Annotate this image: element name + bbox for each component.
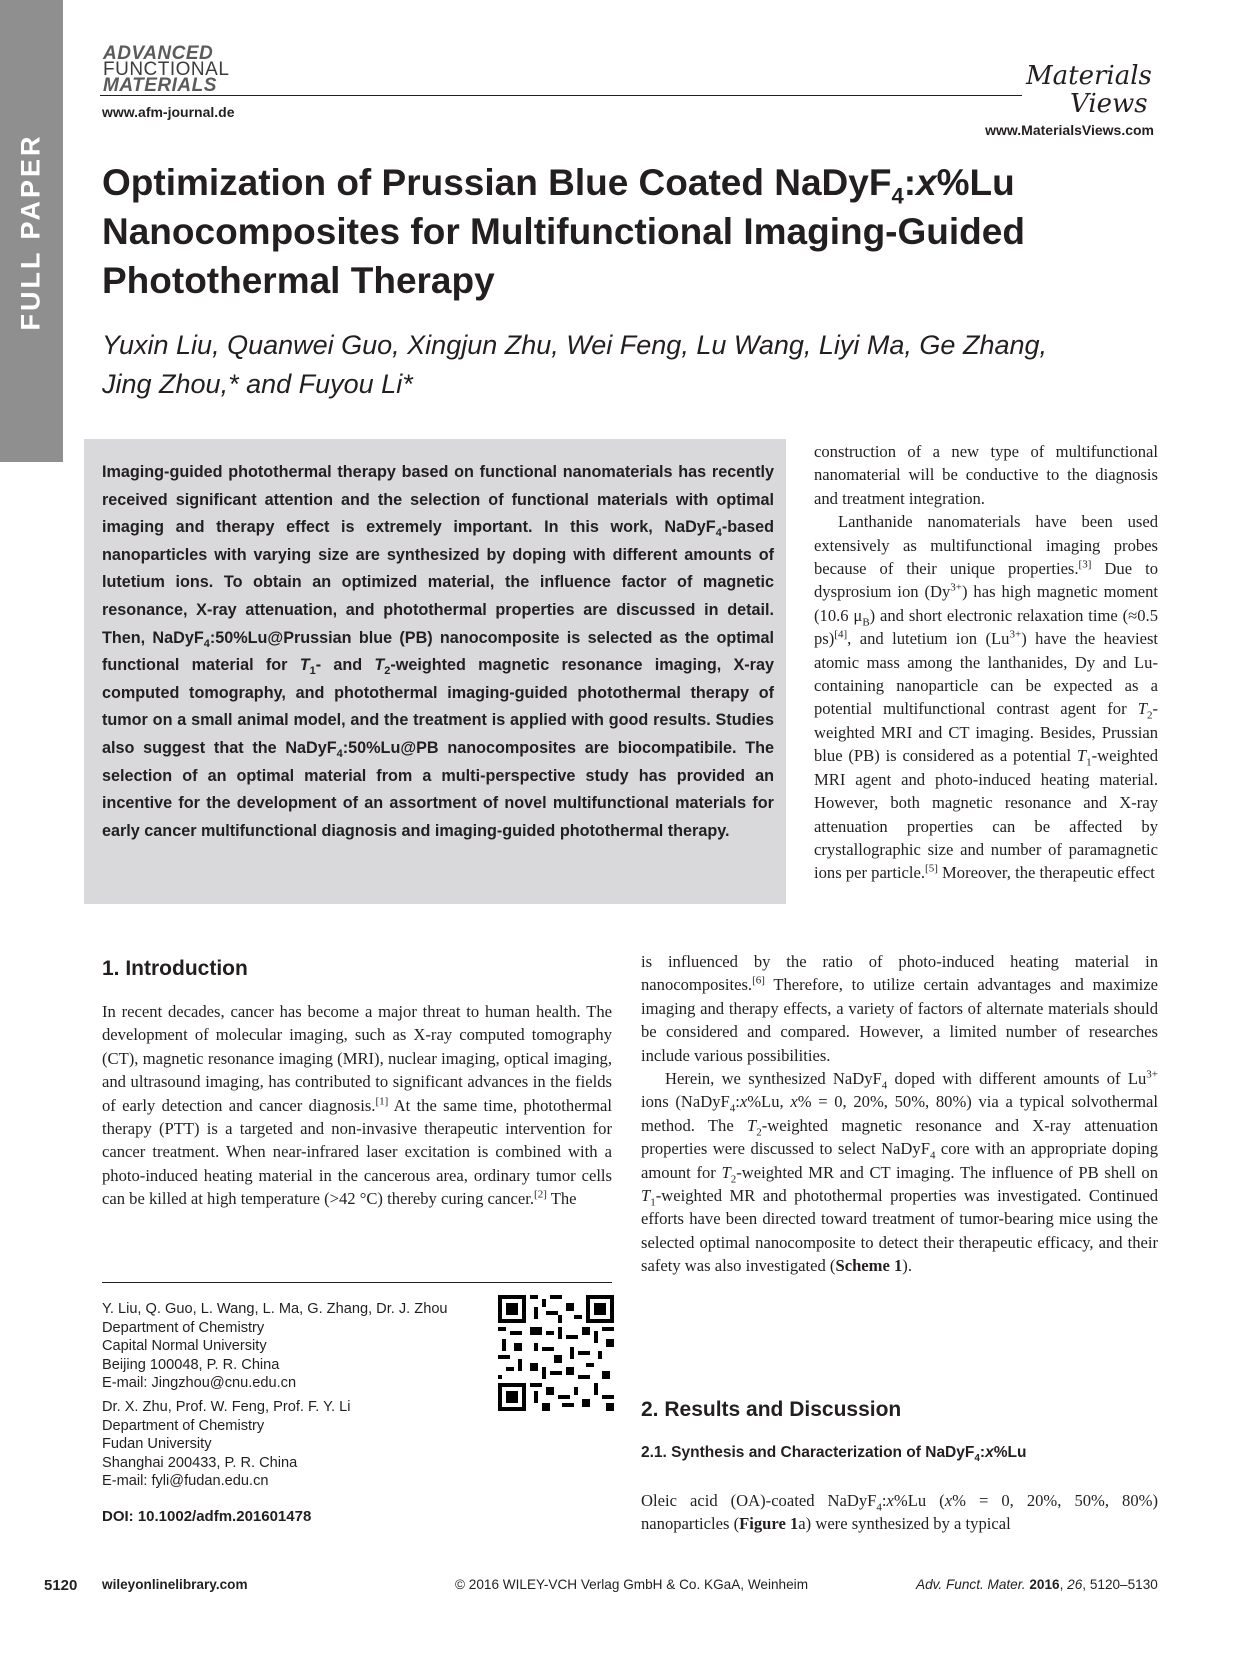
affiliation-rule (102, 1282, 612, 1283)
email-link[interactable]: E-mail: Jingzhou@cnu.edu.cn (102, 1375, 297, 1392)
section-tab-label: FULL PAPER (15, 133, 46, 331)
section-tab (0, 0, 63, 462)
citation-link[interactable]: [2] (534, 1188, 547, 1201)
email-link[interactable]: E-mail: fyli@fudan.edu.cn (102, 1473, 269, 1490)
publisher-logo (1022, 50, 1152, 118)
article-title: Optimization of Prussian Blue Coated NaDyF$_4$:x%Lu Nanocomposites for Multifunctional Imaging-Guided Photothermal Therapy (102, 162, 1025, 301)
citation-link[interactable]: [1] (375, 1095, 389, 1108)
header-rule (100, 95, 1022, 96)
paragraph: Oleic acid (OA)-coated NaDyF$_4$:x%Lu (x% = 0, 20%, 50%, 80%) nanoparticles (Figure 1a) were synthesized by a typical (641, 1491, 1158, 1534)
paragraph: Lanthanide nanomaterials have been used extensively as multifunctional imaging probes because of their unique properties.[3] Due to dysprosium ion $(Dy^{3+})$ has high magnetic moment (10.6 $\mu_B$) and short electronic relaxation time (≈0.5 ps)[4], and lutetium ion $(Lu^{3+})$ have the heaviest atomic mass among the lanthanides, Dy and Lu-containing nanoparticle can be expected as a potential multifunctional contrast agent for $T_2$-weighted MRI and CT imaging. Besides, Prussian blue (PB) is considered as a potential $T_1$-weighted MRI agent and photo-induced heating material. However, both magnetic resonance and X-ray attenuation properties can be affected by crystallographic size and number of paramagnetic ions per particle.[5] Moreover, the therapeutic effect (814, 512, 1159, 883)
qr-code-icon[interactable] (498, 1295, 614, 1411)
paragraph: construction of a new type of multifunctional nanomaterial will be conductive to the diagnosis and treatment integration. (814, 442, 1158, 508)
publisher-url[interactable]: www.MaterialsViews.com (985, 122, 1154, 138)
abstract-box (84, 439, 786, 904)
results-paragraph (641, 1489, 1158, 1536)
footer-copyright: © 2016 WILEY-VCH Verlag GmbH & Co. KGaA, Weinheim (455, 1577, 809, 1592)
paragraph: In recent decades, cancer has become a major threat to human health. The development of molecular imaging, such as X-ray computed tomography (CT), magnetic resonance imaging (MRI), nuclear imaging, optical imaging, and ultrasound imaging, has contributed to significant advances in the fields of early detection and cancer diagnosis.[1] At the same time, photothermal therapy (PTT) is a targeted and non-invasive therapeutic intervention for cancer treatment. When near-infrared laser excitation is combined with a photo-induced heating material in the cancerous area, ordinary tumor cells can be killed at high temperature (>42 °C) thereby curing cancer.[2] The (102, 1002, 612, 1209)
doi[interactable]: DOI: 10.1002/adfm.201601478 (102, 1508, 312, 1525)
right-column-upper (814, 440, 1158, 885)
right-column-lower (641, 950, 1158, 1278)
publisher-logo-text-1: Materials (1026, 61, 1152, 91)
left-column-intro (102, 1000, 612, 1211)
citation-link[interactable]: [6] (752, 974, 765, 987)
subsection-heading: 2.1. Synthesis and Characterization of NaDyF$_4$:x%Lu (641, 1444, 1027, 1465)
abstract-text: Imaging-guided photothermal therapy based on functional nanomaterials has recently received significant attention and the selection of functional materials with optimal imaging and therapy effect is extremely important. In this work, NaDyF$_4$-based nanoparticles with varying size are synthesized by doping with different amounts of lutetium ions. To obtain an optimized material, the influence factor of magnetic resonance, X-ray attenuation, and photothermal properties are discussed in detail. Then, NaDyF$_4$:50%Lu@Prussian blue (PB) nanocomposite is selected as the optimal functional material for $T_1-$ and $T_2$-weighted magnetic resonance imaging, X-ray computed tomography, and photothermal imaging-guided photothermal therapy of tumor on a small animal model, and the treatment is applied with good results. Studies also suggest that the NaDyF$_4$:50%Lu@PB nanocomposites are biocompatibile. The selection of an optimal material from a multi-perspective study has provided an incentive for the development of an assortment of novel multifunctional materials for early cancer multifunctional diagnosis and imaging-guided photothermal therapy. (102, 463, 775, 840)
paragraph: Herein, we synthesized NaDyF$_4$ doped with different amounts of $Lu^{3+}$ ions (NaDyF$_4$:x%Lu, x% = 0, 20%, 50%, 80%) via a typical solvothermal method. The $T_2$-weighted magnetic resonance and X-ray attenuation properties were discussed to select NaDyF$_4$ core with an appropriate doping amount for $T_2$-weighted MR and CT imaging. The influence of PB shell on $T_1$-weighted MR and photothermal properties was investigated. Continued efforts have been directed toward treatment of tumor-bearing mice using the selected optimal nanocomposite to detect their therapeutic efficacy, and their safety was also investigated (Scheme 1). (641, 1068, 1159, 1276)
paragraph: is influenced by the ratio of photo-induced heating material in nanocomposites.[6] Therefore, to utilize certain advantages and maximize imaging and therapy effects, a variety of factors of alternate materials should be considered and compared. However, a limited number of researches include various possibilities. (641, 952, 1158, 1065)
affiliation-block-2: Dr. X. Zhu, Prof. W. Feng, Prof. F. Y. Li Department of Chemistry Fudan University Shanghai 200433, P. R. China E-mail: fyli@fudan.edu.cn (102, 1399, 351, 1490)
citation-link[interactable]: [4] (834, 628, 848, 641)
footer-citation: Adv. Funct. Mater. 2016, 26, 5120–5130 (916, 1577, 1158, 1592)
citation-link[interactable]: [5] (925, 862, 938, 875)
journal-url[interactable]: www.afm-journal.de (102, 104, 235, 120)
publisher-logo-text-2: Views (1070, 89, 1148, 118)
journal-logo-line-2: FUNCTIONAL (103, 59, 230, 80)
figure-link[interactable]: Figure 1 (739, 1514, 799, 1534)
section-heading-introduction: 1. Introduction (102, 957, 248, 980)
section-heading-results: 2. Results and Discussion (641, 1398, 902, 1421)
article-authors: Yuxin Liu, Quanwei Guo, Xingjun Zhu, Wei Feng, Lu Wang, Liyi Ma, Ge Zhang, Jing Zhou,* and Fuyou Li* (102, 330, 1048, 399)
footer-site-link[interactable]: wileyonlinelibrary.com (102, 1577, 248, 1592)
scheme-link[interactable]: Scheme 1 (835, 1256, 903, 1276)
citation-link[interactable]: [3] (1078, 558, 1092, 571)
affiliation-block-1: Y. Liu, Q. Guo, L. Wang, L. Ma, G. Zhang, Dr. J. Zhou Department of Chemistry Capital Normal University Beijing 100048, P. R. China E-mail: Jingzhou@cnu.edu.cn (102, 1301, 448, 1392)
page-number: 5120 (44, 1577, 78, 1594)
journal-logo-line-1: ADVANCED (103, 43, 214, 64)
journal-logo-line-3: MATERIALS (103, 75, 217, 96)
